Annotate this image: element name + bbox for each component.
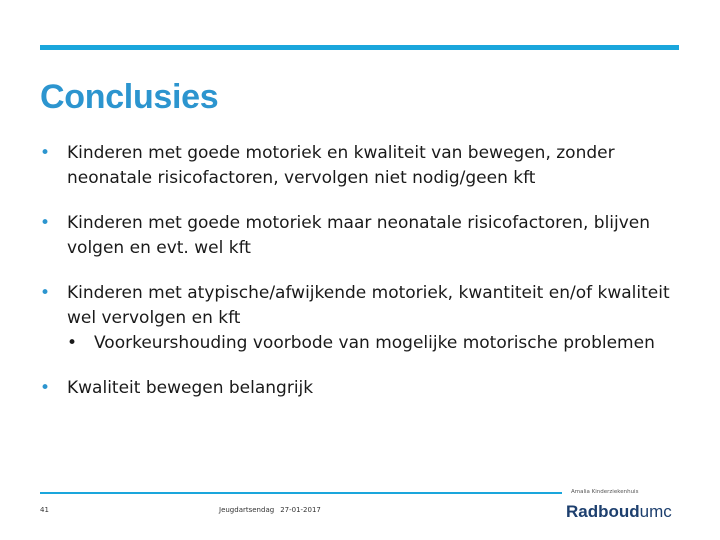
bullet-text: Kinderen met goede motoriek en kwaliteit van bewegen, zonder neonatale risicofactoren, vervolgen niet nodig/geen kft <box>67 143 615 188</box>
footer-event-name: Jeugdartsendag <box>219 506 275 514</box>
radboudumc-logo <box>566 502 672 522</box>
bullet-item-4 <box>40 376 690 401</box>
top-accent-rule <box>40 45 679 50</box>
page-number: 41 <box>40 506 49 514</box>
bullet-marker: • <box>40 283 51 303</box>
footer-rule <box>40 492 562 494</box>
bullet-marker: • <box>40 143 51 163</box>
slide-title: Conclusies <box>40 78 219 116</box>
bullet-text: Kwaliteit bewegen belangrijk <box>67 378 314 398</box>
bullet-marker: • <box>40 378 51 398</box>
footer-event <box>219 506 321 514</box>
footer-date: 27-01-2017 <box>280 506 321 514</box>
bullet-item-1 <box>40 141 690 191</box>
brand-main: Radboud <box>566 502 640 521</box>
bullet-text: Kinderen met atypische/afwijkende motoriek, kwantiteit en/of kwaliteit wel vervolgen en kft <box>67 283 670 328</box>
bullet-list <box>40 141 690 401</box>
sub-bullet-item <box>67 331 690 356</box>
bullet-item-3 <box>40 281 690 356</box>
brand-suffix: umc <box>639 502 672 521</box>
sub-bullet-text: Voorkeurshouding voorbode van mogelijke motorische problemen <box>94 333 655 353</box>
bullet-item-2 <box>40 211 690 261</box>
bullet-marker: • <box>40 213 51 233</box>
bullet-text: Kinderen met goede motoriek maar neonatale risicofactoren, blijven volgen en evt. wel kft <box>67 213 651 258</box>
hospital-subtitle: Amalia Kinderziekenhuis <box>571 489 639 495</box>
sub-bullet-marker: • <box>67 333 78 353</box>
